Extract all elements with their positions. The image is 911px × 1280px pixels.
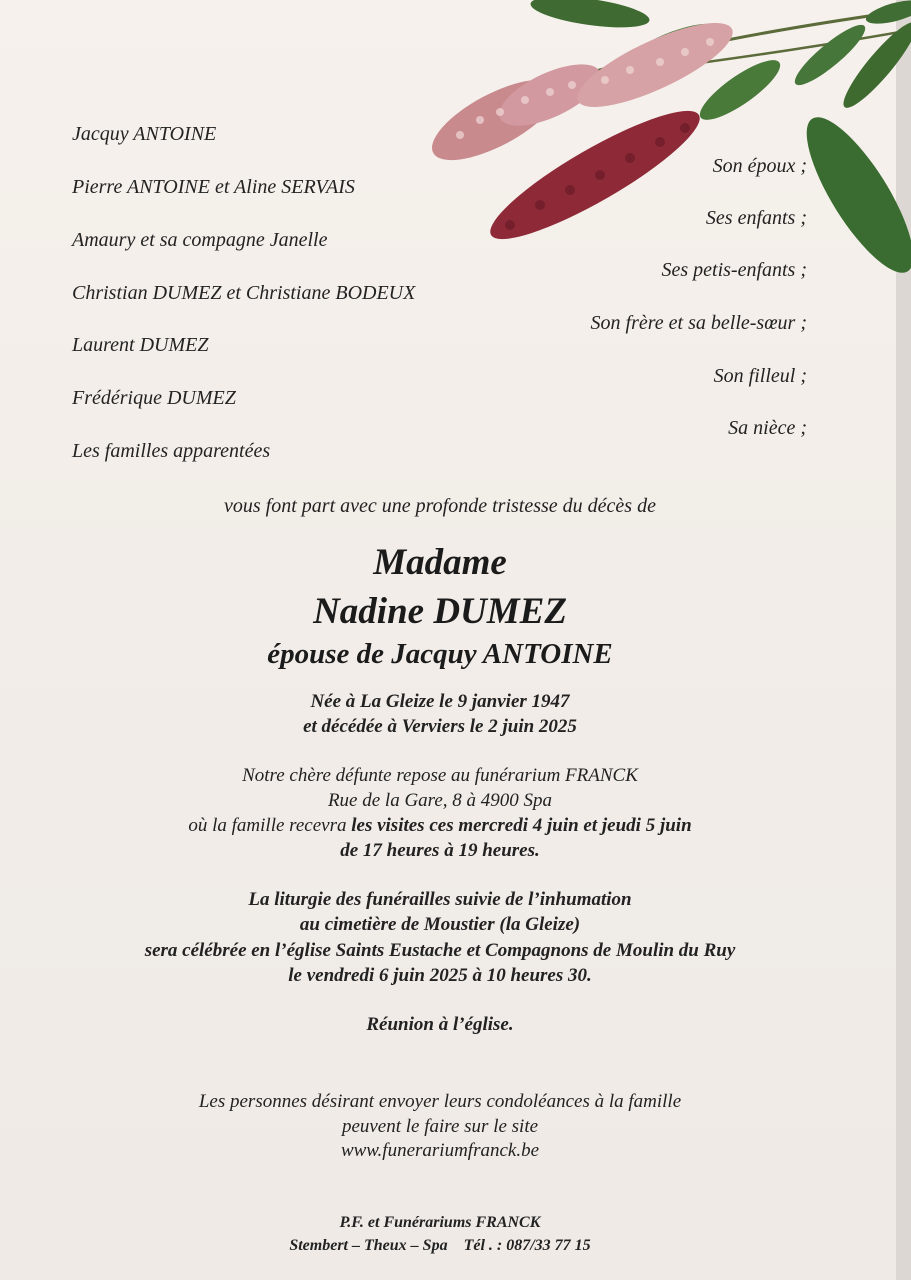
- family-name-1: Jacquy ANTOINE: [72, 123, 217, 145]
- family-name-7: Les familles apparentées: [72, 440, 271, 462]
- footer-company: P.F. et Funérariums FRANCK: [339, 1214, 541, 1231]
- footer-contact: [0, 1237, 880, 1255]
- footer-locations: Stembert – Theux – Spa: [289, 1237, 448, 1254]
- rest-line-1: Notre chère défunte repose au funérarium FRANCK: [242, 765, 638, 786]
- ceremony-line-2: au cimetière de Moustier (la Gleize): [299, 914, 581, 935]
- relation-3: Ses petis-enfants ;: [661, 259, 807, 281]
- birth-line: Née à La Gleize le 9 janvier 1947: [310, 691, 570, 712]
- family-name-5: Laurent DUMEZ: [72, 334, 209, 356]
- condolences-line-2: peuvent le faire sur le site: [341, 1116, 539, 1137]
- relation-4: Son frère et sa belle-sœur ;: [590, 312, 807, 334]
- ceremony-line-1: La liturgie des funérailles suivie de l’inhumation: [248, 889, 632, 910]
- reunion-note: Réunion à l’église.: [366, 1014, 514, 1035]
- family-name-2: Pierre ANTOINE et Aline SERVAIS: [72, 176, 355, 198]
- footer-phone: Tél . : 087/33 77 15: [463, 1237, 591, 1254]
- deceased-spouse: épouse de Jacquy ANTOINE: [267, 638, 613, 670]
- relation-2: Ses enfants ;: [705, 207, 807, 229]
- ceremony-line-4: le vendredi 6 juin 2025 à 10 heures 30.: [288, 965, 592, 986]
- rest-line-3-visits: les visites ces mercredi 4 juin et jeudi 5 juin: [351, 815, 692, 836]
- deceased-title: Madame: [373, 542, 507, 583]
- family-name-6: Frédérique DUMEZ: [72, 387, 236, 409]
- rest-line-3-prefix: où la famille recevra: [188, 815, 352, 836]
- relation-6: Sa nièce ;: [728, 417, 807, 439]
- rest-line-2: Rue de la Gare, 8 à 4900 Spa: [327, 790, 553, 811]
- relation-5: Son filleul ;: [713, 365, 807, 387]
- condolences-line-1: Les personnes désirant envoyer leurs condoléances à la famille: [198, 1091, 682, 1112]
- condolences-website: www.funerariumfranck.be: [340, 1140, 540, 1161]
- death-line: et décédée à Verviers le 2 juin 2025: [303, 716, 577, 737]
- ceremony-line-3: sera célébrée en l’église Saints Eustache et Compagnons de Moulin du Ruy: [144, 940, 736, 961]
- flower-sprig-icon: [400, 0, 911, 300]
- family-name-4: Christian DUMEZ et Christiane BODEUX: [72, 282, 416, 304]
- rest-line-3: [0, 815, 880, 837]
- relation-1: Son époux ;: [712, 155, 807, 177]
- deceased-name: Nadine DUMEZ: [313, 591, 567, 632]
- family-name-3: Amaury et sa compagne Janelle: [72, 229, 328, 251]
- rest-line-4: de 17 heures à 19 heures.: [340, 840, 540, 861]
- announcement-intro: vous font part avec une profonde tristesse du décès de: [224, 495, 656, 517]
